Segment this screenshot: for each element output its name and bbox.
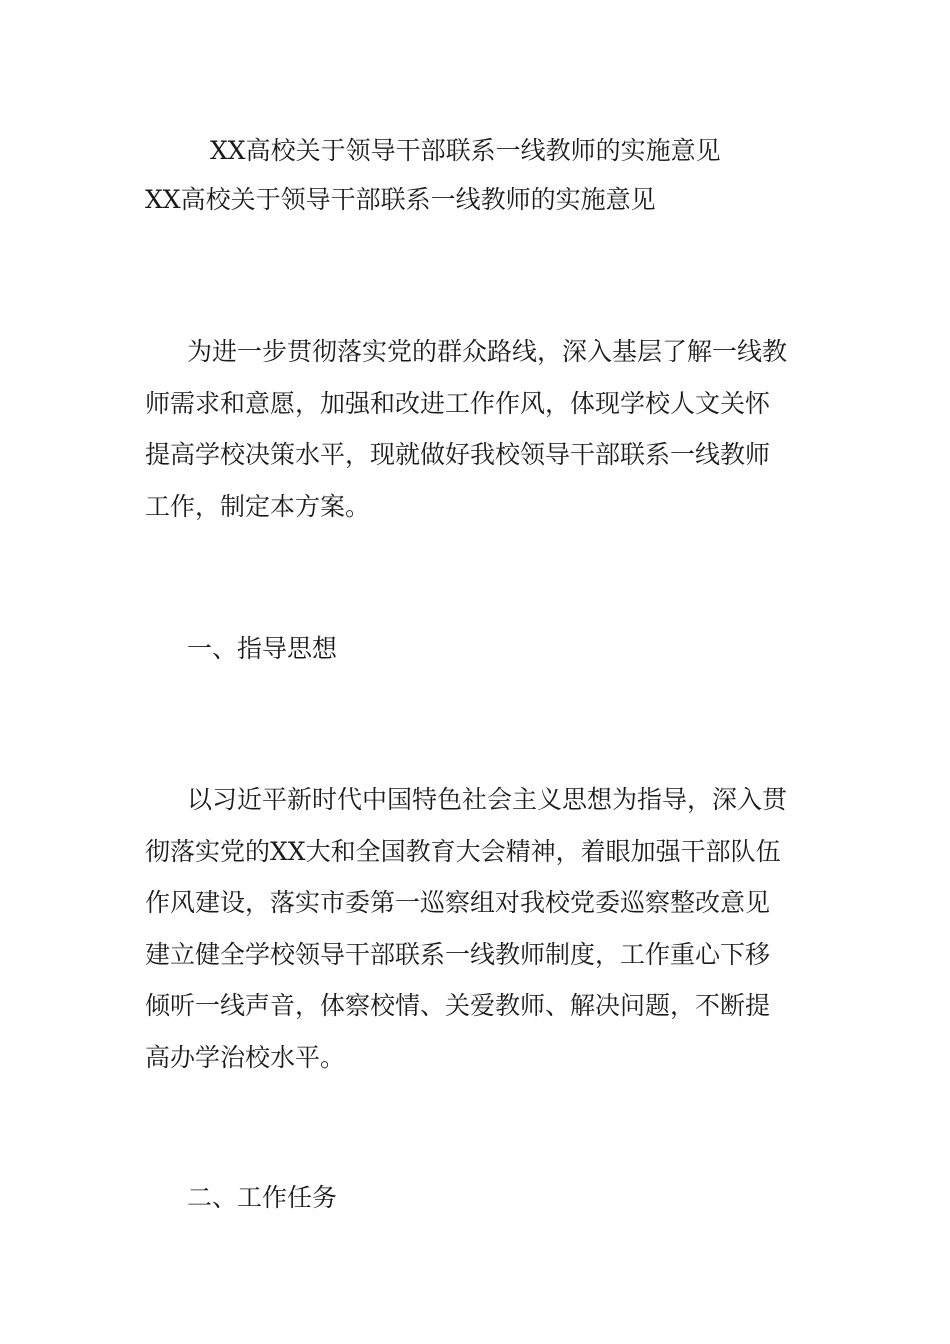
paragraph-line: 高办学治校水平。 bbox=[145, 1042, 346, 1072]
paragraph-line: 建立健全学校领导干部联系一线教师制度，工作重心下移 bbox=[145, 939, 771, 969]
paragraph-line: 作风建设，落实市委第一巡察组对我校党委巡察整改意见 bbox=[145, 888, 771, 917]
section-heading-text: 一、指导思想 bbox=[187, 634, 338, 663]
guiding-ideology-paragraph bbox=[145, 774, 810, 1083]
document-title-repeat: XX高校关于领导干部联系一线教师的实施意见 bbox=[145, 185, 656, 214]
section-heading-work-tasks bbox=[145, 1172, 810, 1224]
document-title: XX高校关于领导干部联系一线教师的实施意见 bbox=[210, 136, 721, 165]
section-heading-guiding-ideology bbox=[145, 623, 810, 675]
paragraph-line: 师需求和意愿，加强和改进工作作风，体现学校人文关怀 bbox=[145, 388, 771, 418]
paragraph-line: 提高学校决策水平，现就做好我校领导干部联系一线教师 bbox=[145, 440, 771, 469]
paragraph-line: 倾听一线声音，体察校情、关爱教师、解决问题，不断提 bbox=[145, 991, 771, 1020]
paragraph-line: 为进一步贯彻落实党的群众路线，深入基层了解一线教 bbox=[187, 337, 788, 366]
section-heading-text: 二、工作任务 bbox=[187, 1183, 338, 1212]
intro-paragraph bbox=[145, 326, 810, 532]
paragraph-line: 彻落实党的XX大和全国教育大会精神，着眼加强干部队伍 bbox=[145, 836, 781, 866]
paragraph-line: 以习近平新时代中国特色社会主义思想为指导，深入贯 bbox=[187, 785, 788, 814]
paragraph-line: 工作，制定本方案。 bbox=[145, 491, 371, 521]
